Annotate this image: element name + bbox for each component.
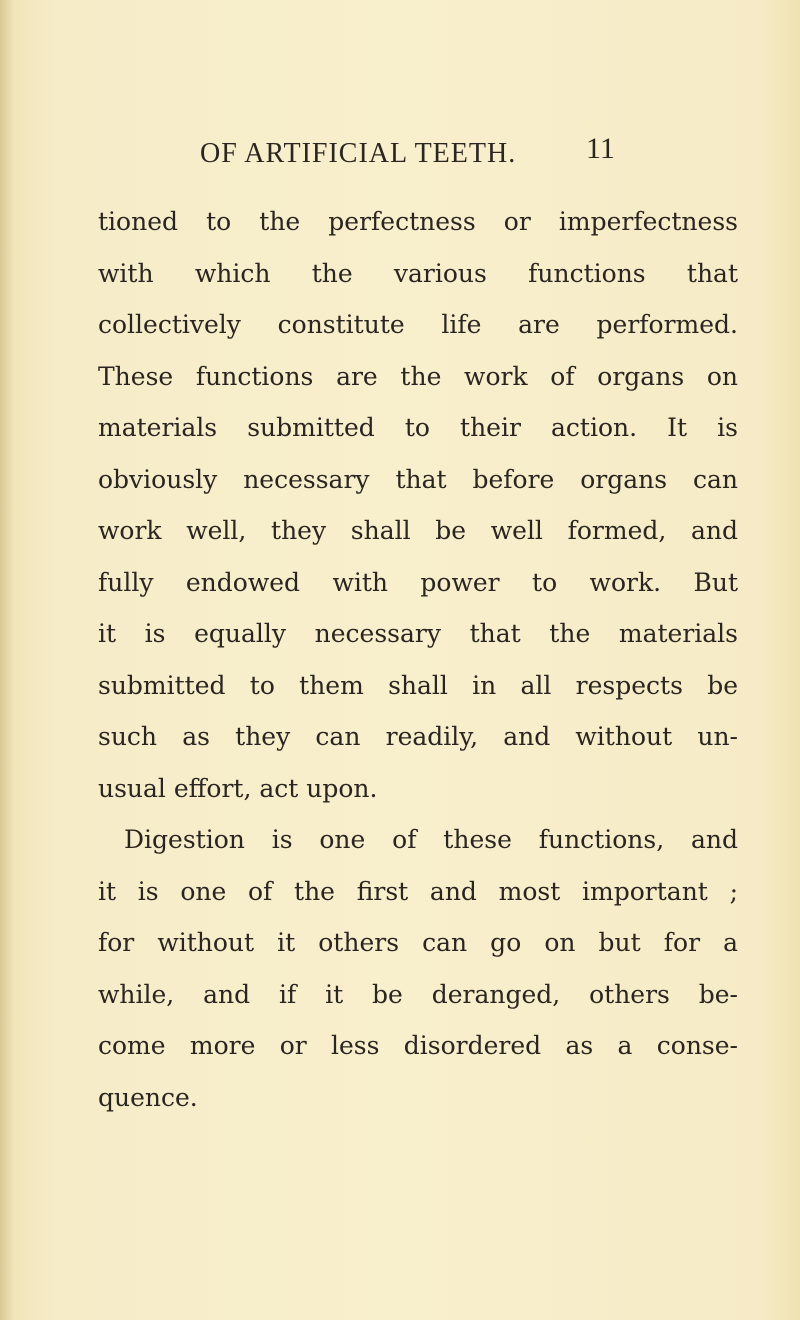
text-line: quence. xyxy=(98,1082,198,1112)
text-line: with which the various functions that xyxy=(98,258,738,288)
page-header xyxy=(0,132,800,178)
body-text xyxy=(98,196,738,1123)
text-line: for without it others can go on but for a xyxy=(98,928,738,957)
running-title: OF ARTIFICIAL TEETH. xyxy=(200,138,517,169)
text-line: work well, they shall be well formed, and xyxy=(98,516,738,545)
text-line: usual effort, act upon. xyxy=(98,773,378,803)
text-line: fully endowed with power to work. But xyxy=(98,567,738,597)
text-line: submitted to them shall in all respects be xyxy=(98,670,738,700)
text-line: while, and if it be deranged, others be- xyxy=(98,979,738,1009)
spine-shadow xyxy=(0,0,14,1320)
text-line: These functions are the work of organs on xyxy=(98,361,738,391)
text-line: collectively constitute life are performed. xyxy=(98,310,738,339)
text-line: obviously necessary that before organs can xyxy=(98,464,738,494)
text-line: it is equally necessary that the materials xyxy=(98,619,738,648)
text-line: materials submitted to their action. It is xyxy=(98,413,738,442)
text-line: it is one of the first and most important ; xyxy=(98,876,738,906)
text-line: such as they can readily, and without un- xyxy=(98,722,738,751)
text-line: tioned to the perfectness or imperfectness xyxy=(98,207,738,236)
text-line: Digestion is one of these functions, and xyxy=(124,825,738,854)
text-line: come more or less disordered as a conse- xyxy=(98,1031,738,1060)
page-number: 11 xyxy=(586,132,615,165)
